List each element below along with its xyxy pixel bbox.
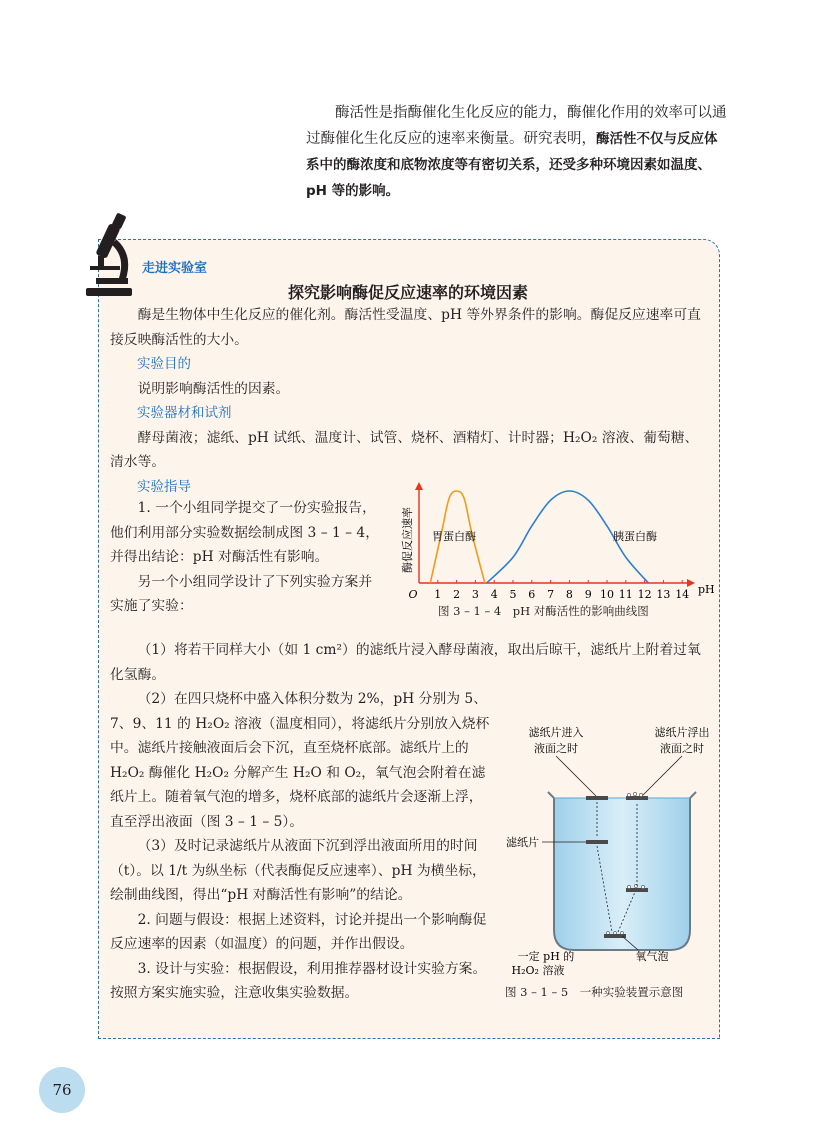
guide-left-block [110,496,382,619]
guide-3: 3. 设计与实验：根据假设，利用推荐器材设计实验方案。按照方案实施实验，注意收集实验数据。 [110,960,487,1001]
x-tick-label: 2 [453,588,461,601]
x-tick-label: 6 [528,588,536,601]
ph-activity-chart [397,480,717,620]
step-3: （3）及时记录滤纸片从液面下沉到浮出液面所用的时间（t）。以 1/t 为纵坐标（代表酶促反应速率）、pH 为横坐标，绘制曲线图，得出“pH 对酶活性有影响”的结论。 [110,838,486,903]
label-float-1: 滤纸片浮出 [654,726,710,739]
x-tick-label: 9 [584,588,592,601]
x-tick-label: 14 [675,588,690,601]
guide-heading: 实验指导 [137,478,191,495]
series-label-pepsin: 胃蛋白酶 [432,530,476,543]
guide-1: 1. 一个小组同学提交了一份实验报告，他们利用部分实验数据绘制成图 3 – 1 – 4，并得出结论：pH 对酶活性有影响。 [110,500,380,565]
x-tick-label: 11 [618,588,633,601]
label-paper: 滤纸片 [506,836,539,849]
x-tick-label: 1 [434,588,442,601]
lab-intro: 酶是生物体中生化反应的催化剂。酶活性受温度、pH 等外界条件的影响。酶促反应速率可直接反映酶活性的大小。 [110,307,701,348]
intro-bold-text: 酶活性不仅与反应体系中的酶浓度和底物浓度等有密切关系，还受多种环境因素如温度、pH 等的影响。 [306,131,718,199]
label-enter-1: 滤纸片进入 [528,726,584,739]
label-float-2: 液面之时 [660,742,704,755]
label-solution-1: 一定 pH 的 [517,950,575,963]
x-tick-label: 5 [509,588,517,601]
intro-paragraph [306,100,730,204]
x-tick-label: 8 [565,588,573,601]
label-enter-2: 液面之时 [534,742,578,755]
x-tick-label: 13 [656,588,671,601]
lab-header: 走进实验室 [142,261,208,276]
intro-normal-text: 酶活性是指酶催化生化反应的能力，酶催化作用的效率可以通过酶催化生化反应的速率来衡量。研究表明， [306,105,727,147]
x-tick-label: 4 [490,588,498,601]
x-tick-label: 12 [637,588,652,601]
x-tick-label: 10 [600,588,614,601]
guide-2: 2. 问题与假设：根据上述资料，讨论并提出一个影响酶促反应速率的因素（如温度）的问题，并作出假设。 [110,911,487,952]
x-tick-label: O [408,588,418,601]
page-number: 76 [39,1067,85,1113]
materials-heading: 实验器材和试剂 [137,405,232,421]
materials-text: 酵母菌液；滤纸、pH 试纸、温度计、试管、烧杯、酒精灯、计时器；H₂O₂ 溶液、葡萄糖、清水等。 [110,429,699,470]
step-1-block [110,638,710,687]
label-solution-2: H₂O₂ 溶液 [511,964,565,977]
x-tick-label: 7 [547,588,555,601]
guide-lower-block [110,687,492,1006]
beaker-apparatus [498,720,720,1010]
chart-ylabel: 酶促反应速率 [401,507,414,573]
lab-intro-block [110,303,710,499]
purpose-heading: 实验目的 [137,356,191,372]
chart-xlabel: pH [698,583,715,596]
experiment-title: 探究影响酶促反应速率的环境因素 [287,283,528,302]
x-tick-label: 3 [471,588,479,601]
step-1: （1）将若干同样大小（如 1 cm²）的滤纸片浸入酵母菌液，取出后晾干，滤纸片上附着过氧化氢酶。 [110,642,701,683]
guide-1b: 另一个小组同学设计了下列实验方案并实施了实验： [110,573,373,614]
purpose-text: 说明影响酶活性的因素。 [137,380,290,397]
figure-1-caption: 图 3 – 1 – 4 pH 对酶活性的影响曲线图 [438,604,649,618]
series-label-trypsin: 胰蛋白酶 [613,530,657,543]
label-bubble: 氧气泡 [635,950,669,963]
step-2: （2）在四只烧杯中盛入体积分数为 2%，pH 分别为 5、7、9、11 的 H₂O₂ 溶液（温度相同），将滤纸片分别放入烧杯中。滤纸片接触液面后会下沉，直至烧杯底部。滤纸片上的 H₂O₂ 酶催化 H₂O₂ 分解产生 H₂O 和 O₂，氧气泡会附着在滤纸片上。随着氧气泡的增多，烧杯底部的滤纸片会逐渐上浮，直至浮出液面（图 3 – 1 – 5）。 [110,691,490,830]
figure-2-caption: 图 3 – 1 – 5 一种实验装置示意图 [505,985,684,999]
